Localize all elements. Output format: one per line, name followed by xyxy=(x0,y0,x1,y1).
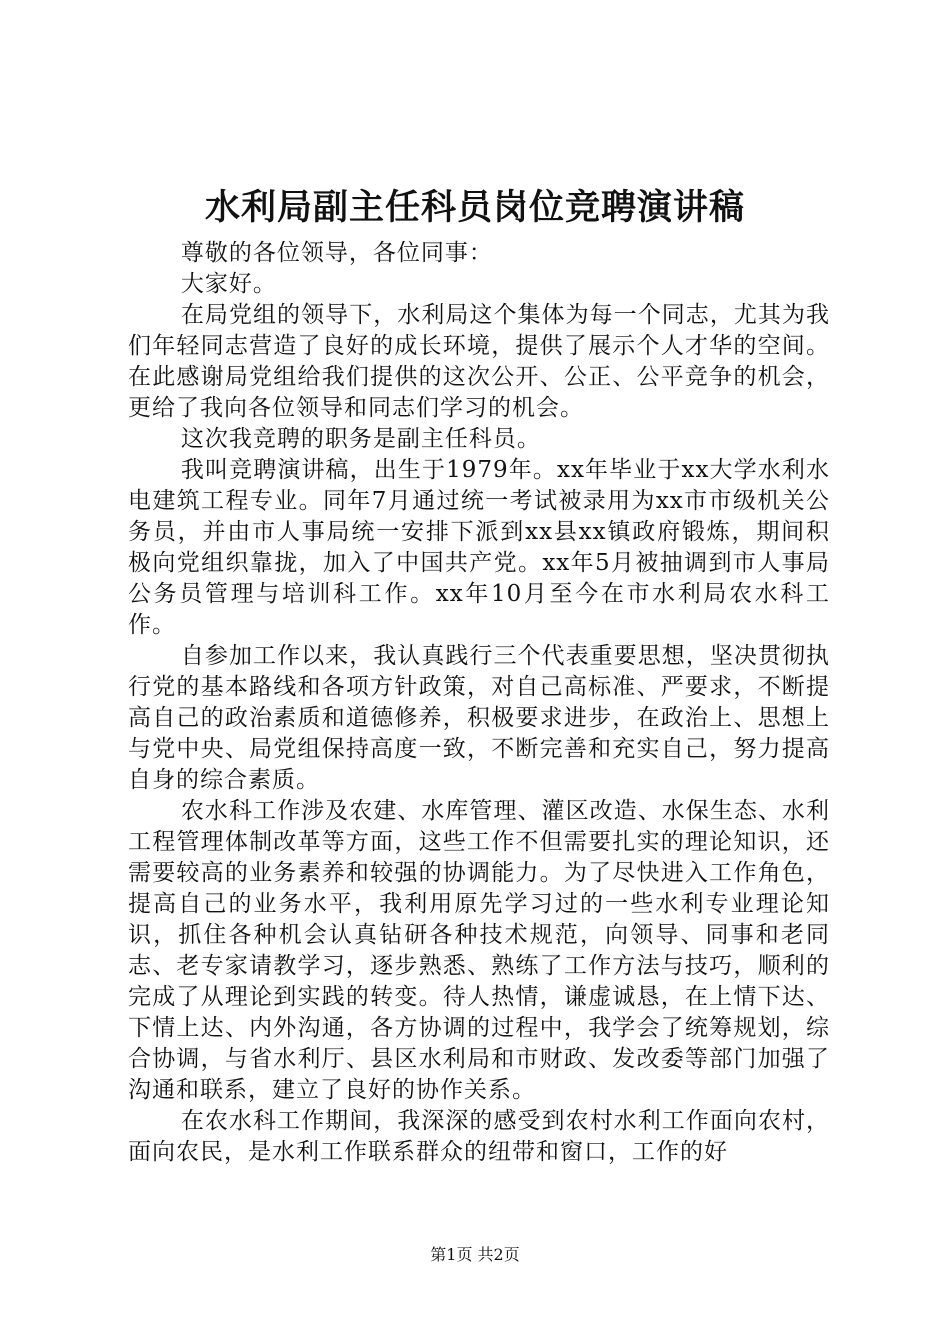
body-paragraph: 在局党组的领导下，水利局这个集体为每一个同志，尤其为我们年轻同志营造了良好的成长环境，提供了展示个人才华的空间。在此感谢局党组给我们提供的这次公开、公正、公平竞争的机会，更给了我向各位领导和同志们学习的机会。 xyxy=(128,302,830,421)
document-body xyxy=(128,238,830,1168)
body-paragraph: 这次我竞聘的职务是副主任科员。 xyxy=(180,426,541,452)
body-paragraph: 我叫竞聘演讲稿，出生于1979年。xx年毕业于xx大学水利水电建筑工程专业。同年7月通过统一考试被录用为xx市市级机关公务员，并由市人事局统一安排下派到xx县xx镇政府锻炼，期间积极向党组织靠拢，加入了中国共产党。xx年5月被抽调到市人事局公务员管理与培训科工作。xx年10月至今在市水利局农水科工作。 xyxy=(128,457,830,638)
document-title: 水利局副主任科员岗位竞聘演讲稿 xyxy=(204,188,745,228)
greeting-paragraph: 大家好。 xyxy=(180,271,277,297)
body-paragraph: 农水科工作涉及农建、水库管理、灌区改造、水保生态、水利工程管理体制改革等方面，这些工作不但需要扎实的理论知识，还需要较高的业务素养和较强的协调能力。为了尽快进入工作角色，提高自己的业务水平，我利用原先学习过的一些水利专业理论知识，抓住各种机会认真钻研各种技术规范，向领导、同事和老同志、老专家请教学习，逐步熟悉、熟练了工作方法与技巧，顺利的完成了从理论到实践的转变。待人热情，谦虚诚恳，在上情下达、下情上达、内外沟通，各方协调的过程中，我学会了统筹规划，综合协调，与省水利厅、县区水利局和市财政、发改委等部门加强了沟通和联系，建立了良好的协作关系。 xyxy=(128,798,830,1103)
salutation-paragraph: 尊敬的各位领导，各位同事： xyxy=(180,240,493,266)
page-footer: 第1页 共2页 xyxy=(430,1245,520,1264)
body-paragraph: 在农水科工作期间，我深深的感受到农村水利工作面向农村，面向农民，是水利工作联系群众的纽带和窗口，工作的好 xyxy=(128,1108,830,1165)
body-paragraph: 自参加工作以来，我认真践行三个代表重要思想，坚决贯彻执行党的基本路线和各项方针政策，对自己高标准、严要求，不断提高自己的政治素质和道德修养，积极要求进步，在政治上、思想上与党中央、局党组保持高度一致，不断完善和充实自己，努力提高自身的综合素质。 xyxy=(128,643,830,793)
